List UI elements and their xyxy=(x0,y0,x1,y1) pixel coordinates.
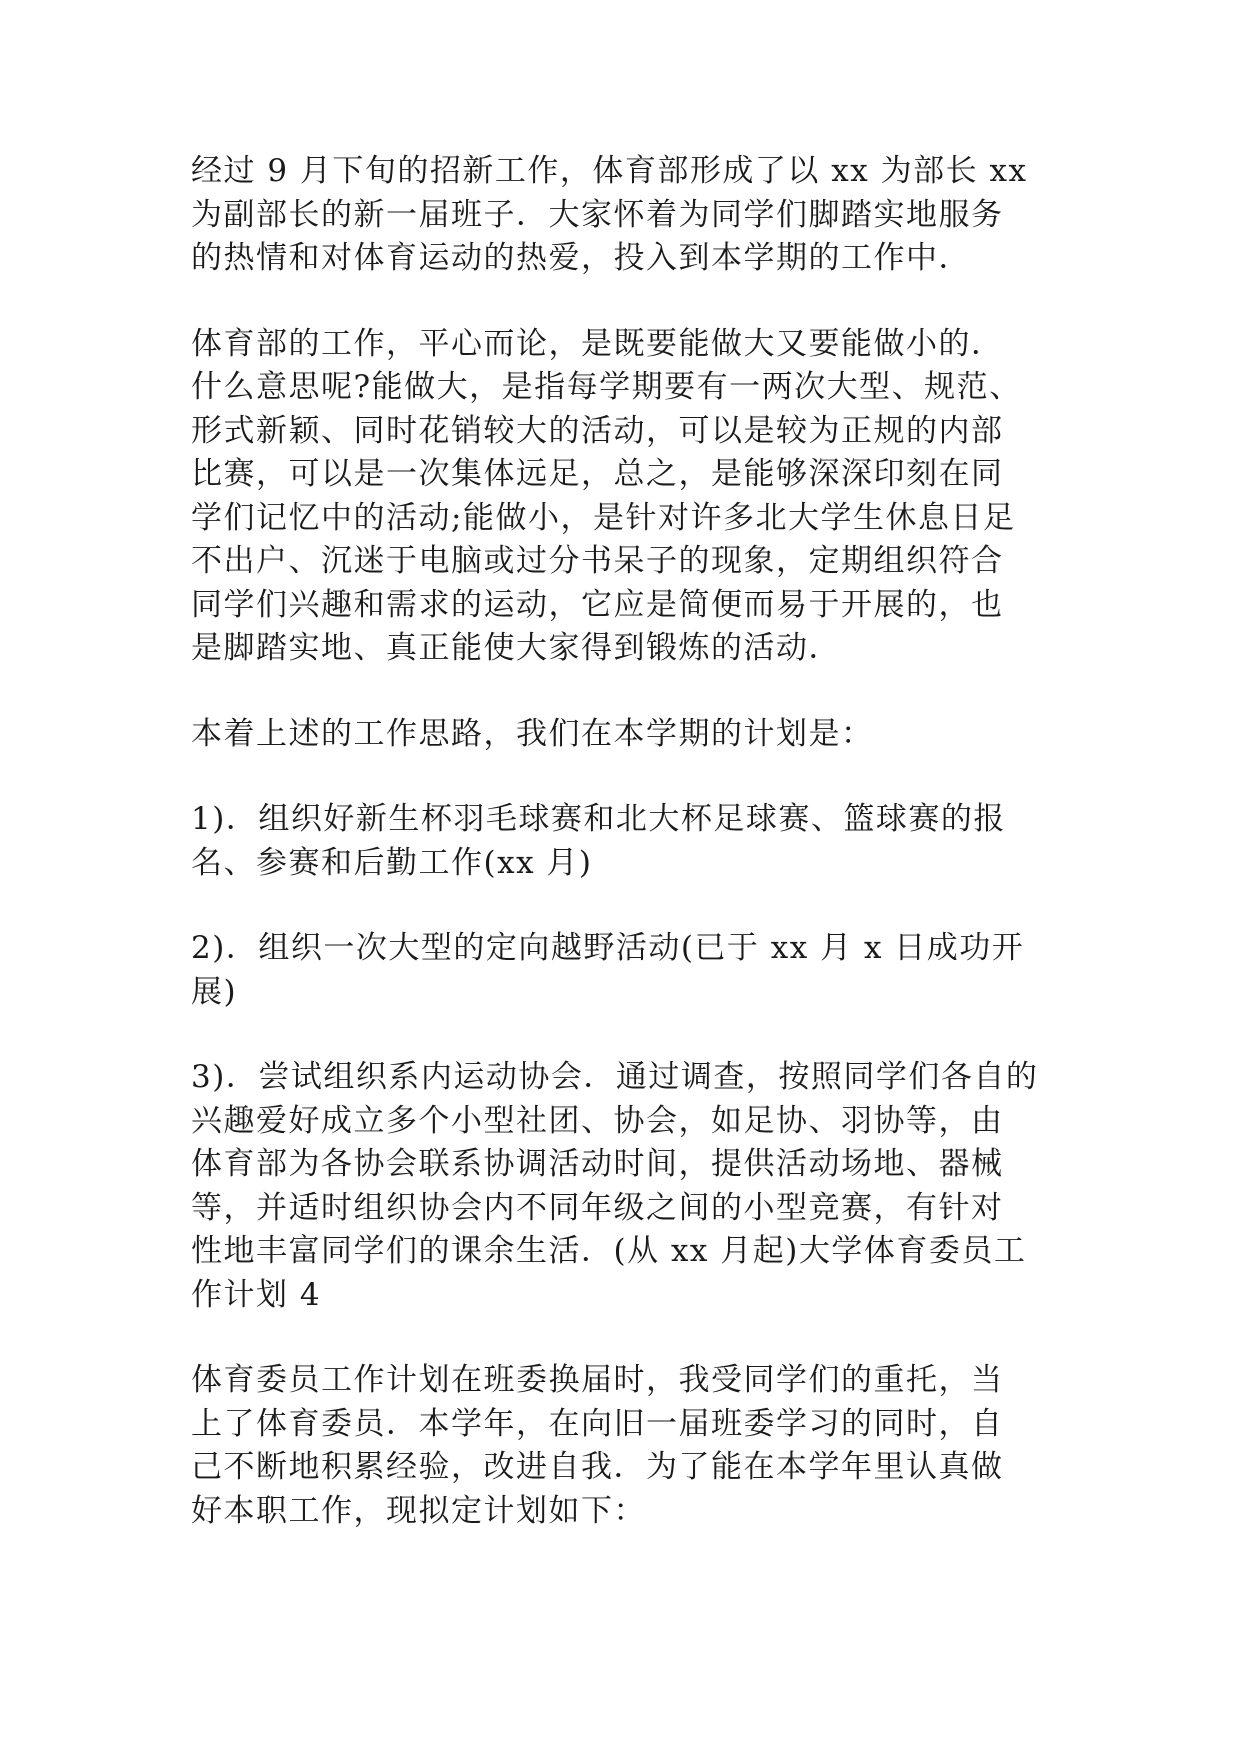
text-line: 不出户、沉迷于电脑或过分书呆子的现象，定期组织符合 xyxy=(191,543,1004,579)
text-line: 2)．组织一次大型的定向越野活动(已于 xx 月 x 日成功开 xyxy=(191,930,1025,966)
list-item-plan-2 xyxy=(191,927,1071,1014)
text-line: 作计划 4 xyxy=(191,1276,322,1313)
paragraph-department-work xyxy=(191,323,1071,671)
text-line: 是脚踏实地、真正能使大家得到锻炼的活动． xyxy=(191,630,841,666)
text-line: 3)．尝试组织系内运动协会．通过调查，按照同学们各自的 xyxy=(191,1059,1039,1095)
list-item-plan-3 xyxy=(191,1056,1071,1317)
text-line: 同学们兴趣和需求的运动，它应是简便而易于开展的，也 xyxy=(191,586,1004,623)
list-item-plan-1 xyxy=(191,798,1071,885)
text-line: 比赛，可以是一次集体远足，总之，是能够深深印刻在同 xyxy=(191,456,1004,492)
text-line: 体育部为各协会联系协调活动时间，提供活动场地、器械 xyxy=(191,1146,1004,1182)
text-line: 性地丰富同学们的课余生活．(从 xx 月起)大学体育委员工 xyxy=(191,1233,1027,1269)
paragraph-recruitment xyxy=(191,150,1071,281)
text-line: 好本职工作，现拟定计划如下： xyxy=(191,1492,646,1529)
text-line: 1)．组织好新生杯羽毛球赛和北大杯足球赛、篮球赛的报 xyxy=(191,801,1006,837)
text-line: 形式新颖、同时花销较大的活动，可以是较为正规的内部 xyxy=(191,412,1004,449)
paragraph-plan-intro xyxy=(191,713,1071,757)
text-line: 己不断地积累经验，改进自我．为了能在本学年里认真做 xyxy=(191,1449,1004,1485)
document-body xyxy=(191,150,1071,1575)
text-line: 学们记忆中的活动;能做小，是针对许多北大学生休息日足 xyxy=(191,499,1016,536)
text-line: 的热情和对体育运动的热爱，投入到本学期的工作中． xyxy=(191,240,971,276)
text-line: 什么意思呢?能做大，是指每学期要有一两次大型、规范、 xyxy=(191,369,1022,405)
text-line: 兴趣爱好成立多个小型社团、协会，如足协、羽协等，由 xyxy=(191,1102,1004,1139)
text-line: 展) xyxy=(191,973,238,1010)
paragraph-sports-commissioner xyxy=(191,1359,1071,1533)
text-line: 名、参赛和后勤工作(xx 月) xyxy=(191,844,593,881)
text-line: 上了体育委员．本学年，在向旧一届班委学习的同时，自 xyxy=(191,1405,1004,1442)
text-line: 经过 9 月下旬的招新工作，体育部形成了以 xx 为部长 xx xyxy=(191,153,1028,189)
text-line: 本着上述的工作思路，我们在本学期的计划是： xyxy=(191,715,874,752)
text-line: 体育部的工作，平心而论，是既要能做大又要能做小的． xyxy=(191,325,1004,362)
text-line: 体育委员工作计划在班委换届时，我受同学们的重托，当 xyxy=(191,1362,1004,1398)
text-line: 等，并适时组织协会内不同年级之间的小型竞赛，有针对 xyxy=(191,1189,1004,1226)
text-line: 为副部长的新一届班子．大家怀着为同学们脚踏实地服务 xyxy=(191,196,1004,233)
